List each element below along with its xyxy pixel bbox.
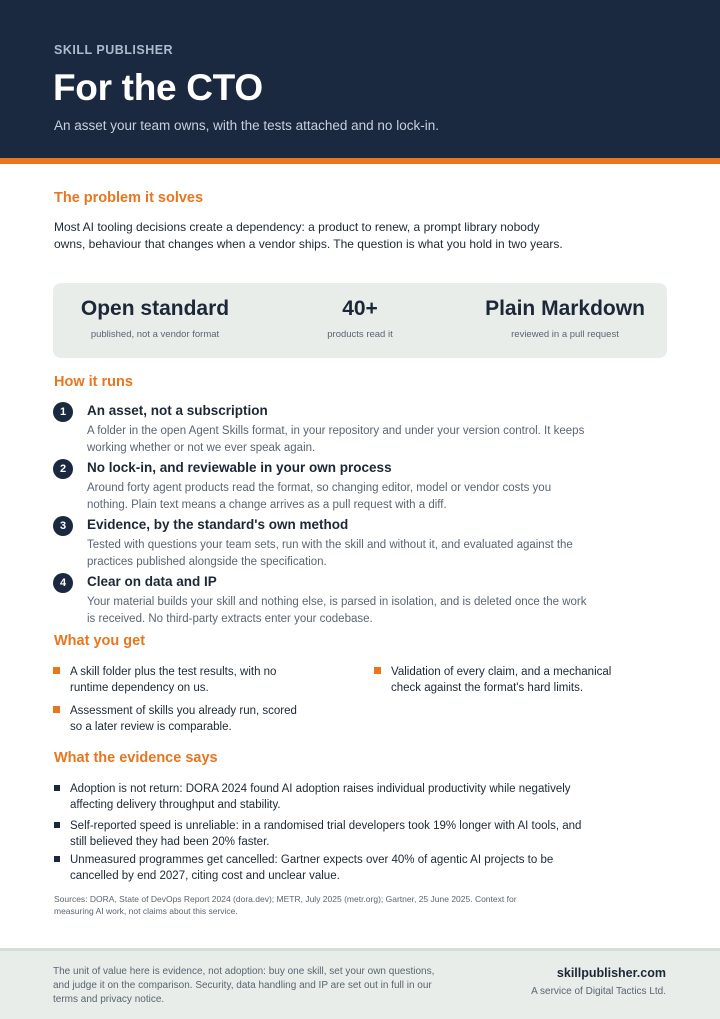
problem-text: Most AI tooling decisions create a dependency: a product to renew, a prompt library nobody owns, behaviour that changes when a vendor ships. The question is what you hold in two years. [54,220,563,251]
step-title: Evidence, by the standard's own method [87,517,349,532]
list-item-text: Unmeasured programmes get cancelled: Gartner expects over 40% of agentic AI projects to be cancelled by end 2027, citing cost and unclear value. [70,854,554,882]
footer-text: The unit of value here is evidence, not adoption: buy one skill, set your own questions, and judge it on the comparison. Security, data handling and IP are set out in full in our terms and privacy notice. [53,966,435,1005]
stat-open-standard [65,297,245,340]
square-bullet [54,822,60,828]
header-banner [0,0,720,158]
how-heading: How it runs [54,374,133,390]
stat-plain-markdown [475,297,655,340]
evidence-heading: What the evidence says [54,750,218,766]
square-bullet [54,856,60,862]
step-title: An asset, not a subscription [87,403,268,418]
stat-caption: reviewed in a pull request [511,329,619,340]
orange-square-bullet [53,667,60,674]
step-body: Tested with questions your team sets, run with the skill and without it, and evaluated against the practices published alongside the specification. [87,539,573,568]
stat-caption: published, not a vendor format [90,329,220,340]
eyebrow-label: SKILL PUBLISHER [54,43,174,57]
list-item-text: Self-reported speed is unreliable: in a randomised trial developers took 19% longer with AI tools, and still believed they had been 20% faster. [70,820,582,848]
stat-caption: products read it [327,329,393,340]
step-title: No lock-in, and reviewable in your own process [87,460,392,475]
step-number-badge: 2 [53,459,73,479]
page-title: For the CTO [53,67,263,108]
page-subtitle: An asset your team owns, with the tests attached and no lock-in. [54,118,439,133]
step-number-badge: 3 [53,516,73,536]
sources-note: Sources: DORA, State of DevOps Report 2024 (dora.dev); METR, July 2025 (metr.org); Gartner, 25 June 2025. Context for measuring AI work, not claims about this service. [54,894,517,916]
header-accent-stripe [0,158,720,164]
orange-square-bullet [374,667,381,674]
list-item-text: A skill folder plus the test results, with no runtime dependency on us. [70,666,277,694]
step-body: Around forty agent products read the format, so changing editor, model or vendor costs you nothing. Plain text means a change arrives as a pull request with a diff. [87,482,552,511]
stat-value: Plain Markdown [485,297,645,320]
problem-heading: The problem it solves [54,190,204,206]
footer-brand-link[interactable]: skillpublisher.com [556,966,666,980]
list-item-text: Validation of every claim, and a mechanical check against the format's hard limits. [391,666,612,694]
stat-products [270,297,450,340]
footer [0,948,720,1019]
step-number-badge: 1 [53,402,73,422]
list-item-text: Adoption is not return: DORA 2024 found AI adoption raises individual productivity while negatively affecting delivery throughput and stability. [70,783,571,811]
stat-value: Open standard [80,297,230,320]
square-bullet [54,785,60,791]
stat-value: 40+ [342,297,378,320]
footer-service-note: A service of Digital Tactics Ltd. [531,986,666,997]
step-title: Clear on data and IP [87,574,217,589]
step-body: A folder in the open Agent Skills format, in your repository and under your version control. It keeps working whether or not we ever speak again. [87,425,585,454]
step-body: Your material builds your skill and nothing else, is parsed in isolation, and is deleted once the work is received. No third-party extracts enter your codebase. [87,596,587,625]
stats-panel [53,283,667,358]
orange-square-bullet [53,706,60,713]
list-item-text: Assessment of skills you already run, scored so a later review is comparable. [70,705,297,733]
step-number-badge: 4 [53,573,73,593]
get-heading: What you get [54,633,146,649]
